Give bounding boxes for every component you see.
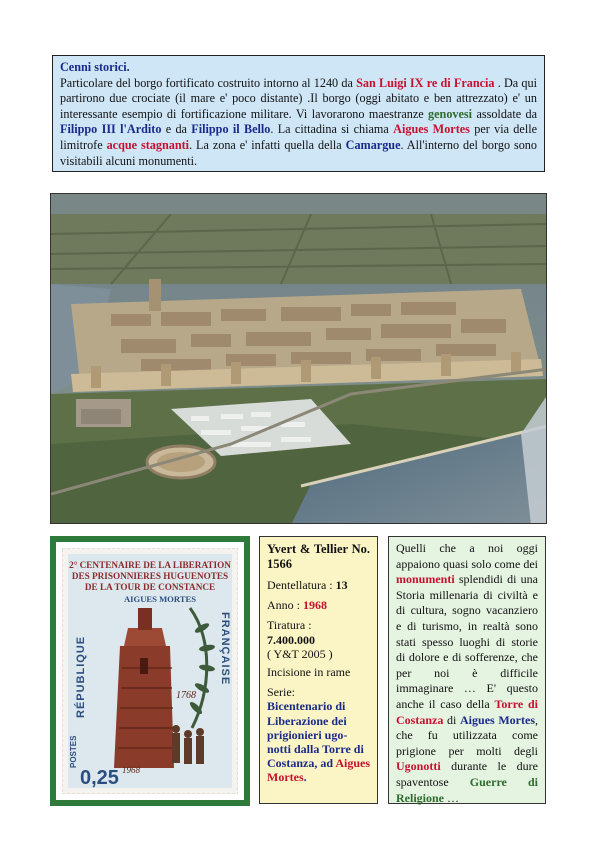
- intro-box: [52, 55, 545, 172]
- story-text: , che fu utilizzata come prigione per molti degli: [396, 712, 538, 758]
- story-text: splendidi di una Storia millenaria di civiltà e di cultura, sogno vacanziero e di turismo, in realtà sono stati spesso luoghi di storie di dolore e di sofferenze, che per noi è difficile immaginare … E' questo anche il caso della: [396, 572, 538, 711]
- story-highlight-monumenti: monumenti: [396, 572, 455, 587]
- tiratura-label: Tiratura :: [267, 618, 312, 633]
- intro-text: e da: [161, 122, 192, 137]
- stamp-francaise: FRANÇAISE: [219, 612, 231, 686]
- stamp-header-1: 2° CENTENAIRE DE LA LIBERATION: [69, 560, 231, 570]
- intro-highlight-genovesi: genovesi: [428, 106, 473, 121]
- story-text: di: [443, 712, 461, 727]
- intro-text: per via delle limitrofe: [60, 122, 537, 152]
- intro-text: Particolare del borgo fortificato costruito intorno al 1240 da: [60, 75, 357, 90]
- stamp-background: [56, 542, 244, 800]
- intro-text: . La zona e' infatti quella della: [189, 137, 346, 152]
- serie-highlight: Aigues Mortes: [267, 756, 371, 785]
- story-highlight-ugonotti: Ugonotti: [396, 759, 441, 774]
- stamp-postes: POSTES: [69, 735, 78, 768]
- catalog-title: Yvert & Tellier No. 1566: [267, 542, 370, 571]
- intro-highlight-aigues-mortes: Aigues Mortes: [393, 122, 470, 137]
- aerial-photo: [50, 193, 547, 524]
- story-highlight-guerre: Guerre di Religione: [396, 774, 539, 805]
- stamp-republique: RÉPUBLIQUE: [75, 635, 87, 718]
- stamp-header-2: DES PRISONNIERES HUGUENOTES: [71, 571, 229, 581]
- intro-highlight-san-luigi: San Luigi IX re di Francia: [356, 75, 495, 90]
- intro-text: . La cittadina si chiama: [270, 122, 394, 137]
- story-text: durante le dure spaventose: [396, 759, 538, 789]
- intro-heading: Cenni storici.: [60, 60, 130, 74]
- catalog-incisione: Incisione in rame: [267, 665, 351, 680]
- intro-text: assoldate da: [472, 106, 537, 121]
- anno-label: Anno :: [267, 598, 303, 613]
- stamp-image: [62, 548, 238, 794]
- anno-value: 1968: [303, 598, 327, 613]
- stamp-frame: [50, 536, 250, 806]
- intro-highlight-filippo-bello: Filippo il Bello: [191, 122, 271, 137]
- catalog-serie: [267, 685, 370, 784]
- catalog-anno: [267, 598, 370, 612]
- intro-highlight-camargue: Camargue: [345, 137, 401, 152]
- serie-end: .: [303, 770, 307, 785]
- tiratura-value: 7.400.000: [267, 632, 315, 647]
- aerial-photo-illustration: [51, 194, 547, 524]
- intro-highlight-filippo-iii: Filippo III l'Ardito: [60, 122, 162, 137]
- story-text: Quelli che a noi oggi appaiono quasi solo come dei: [396, 541, 538, 571]
- catalog-tiratura: [267, 618, 370, 661]
- stamp-year-1768: 1768: [176, 690, 196, 701]
- story-text: …: [444, 790, 459, 805]
- story-box: [388, 536, 546, 804]
- serie-label: Serie:: [267, 685, 295, 700]
- stamp-value: 0,25: [80, 767, 119, 789]
- dent-label: Dentellatura :: [267, 578, 336, 592]
- stamp-header-3: DE LA TOUR DE CONSTANCE: [84, 582, 216, 592]
- catalog-info-box: [259, 536, 378, 804]
- story-highlight-torre: Torre di Costanza: [396, 696, 538, 727]
- dent-value: 13: [335, 578, 348, 592]
- intro-highlight-acque: acque stagnanti: [106, 137, 190, 152]
- stamp-year-1968: 1968: [122, 765, 140, 775]
- intro-text: . Da qui partirono due crociate (il mare e' poco distante) .Il borgo (oggi abitato e ben attrezzato) e' un interessante esempio di fortificazione militare. Vi lavorarono maestranze: [60, 75, 537, 121]
- tiratura-note: ( Y&T 2005 ): [267, 646, 333, 661]
- catalog-dentellatura: [267, 578, 370, 592]
- intro-text: . All'interno del borgo sono visitabili alcuni monumenti.: [60, 137, 537, 168]
- story-highlight-aigues: Aigues Mortes: [460, 712, 535, 727]
- stamp-header-4: AIGUES MORTES: [123, 594, 197, 604]
- serie-value: Bicentenario di Liberazione dei prigionieri ugo-notti dalla Torre di Costanza, ad: [267, 699, 364, 771]
